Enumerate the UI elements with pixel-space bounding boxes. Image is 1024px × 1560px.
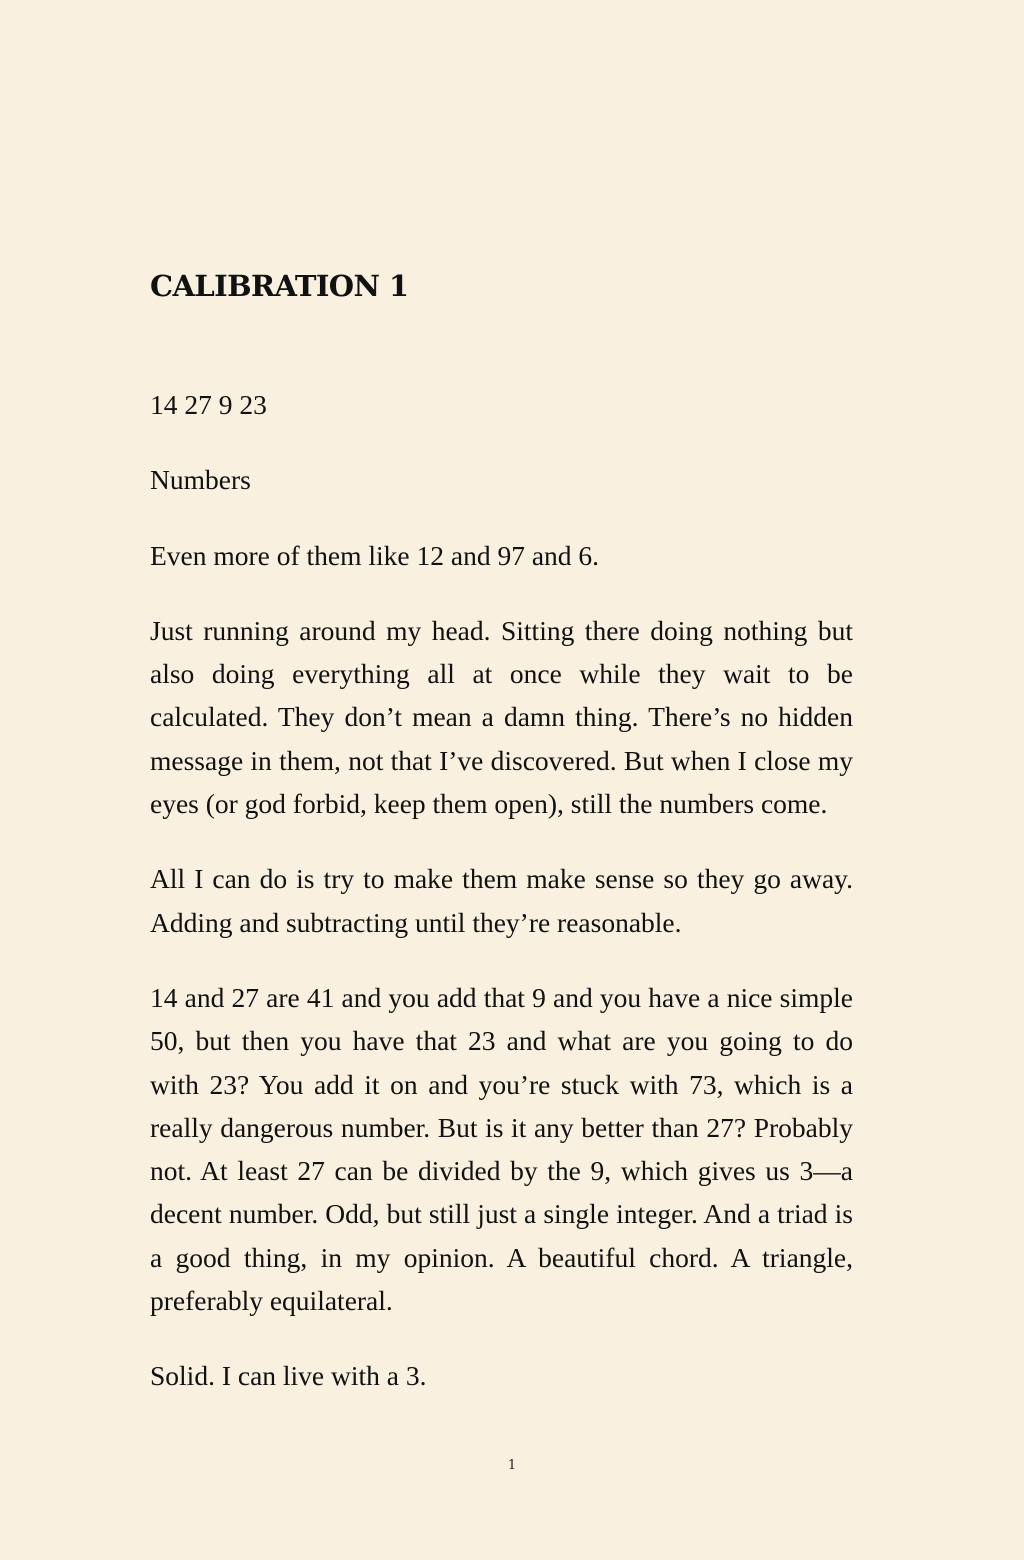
- paragraph-running-around: Just running around my head. Sitting there doing nothing but also doing everything all at once while they wait to be calculated. They don’t mean a damn thing. There’s no hidden message in them, not that I’ve discovered. But when I close my eyes (or god forbid, keep them open), still the numbers come.: [150, 614, 853, 820]
- paragraph-calculation: 14 and 27 are 41 and you add that 9 and you have a nice simple 50, but then you have that 23 and what are you going to do with 23? You add it on and you’re stuck with 73, which is a really dangerous number. But is it any better than 27? Probably not. At least 27 can be divided by the 9, which gives us 3—a decent number. Odd, but still just a single integer. And a triad is a good thing, in my opinion. A beautiful chord. A triangle, preferably equilateral.: [150, 981, 853, 1317]
- paragraph-solid: Solid. I can live with a 3.: [150, 1360, 427, 1392]
- paragraph-numbers: Numbers: [150, 464, 251, 496]
- chapter-body: [150, 383, 853, 1430]
- paragraph-make-sense: All I can do is try to make them make sense so they go away. Adding and subtracting until they’re reasonable.: [150, 863, 853, 938]
- chapter-title: CALIBRATION 1: [150, 269, 409, 303]
- paragraph-even-more: Even more of them like 12 and 97 and 6.: [150, 539, 600, 571]
- paragraph-number-sequence: 14 27 9 23: [150, 389, 267, 420]
- page-number: 1: [507, 1458, 517, 1473]
